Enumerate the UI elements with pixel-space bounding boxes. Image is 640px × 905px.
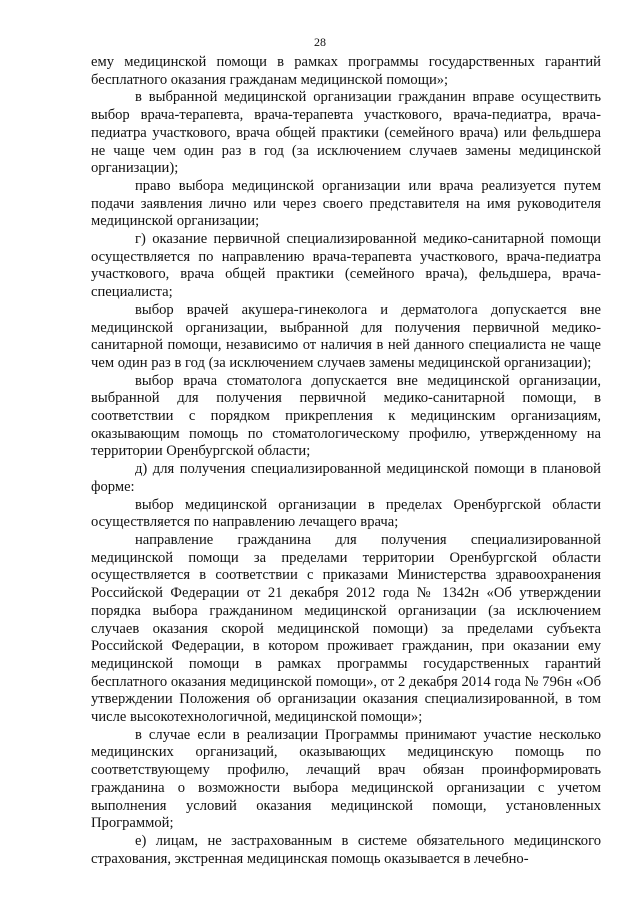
paragraph: в выбранной медицинской организации гражданин вправе осуществить выбор врача-терапевта, врача-терапевта участкового, врача-педиатра, врача-педиатра участкового, врача общей практики (семейного врача) или фельдшера не чаще чем один раз в год (за исключением случаев замены медицинской организации); bbox=[91, 89, 601, 177]
paragraph: г) оказание первичной специализированной медико-санитарной помощи осуществляется по направлению врача-терапевта участкового, врача-педиатра участкового, врача общей практики (семейного врача), фельдшера, врача-специалиста; bbox=[91, 231, 601, 301]
paragraph: направление гражданина для получения специализированной медицинской помощи за пределами территории Оренбургской области осуществляется в соответствии с приказами Министерства здравоохранения Российской Федерации от 21 декабря 2012 года № 1342н «Об утверждении порядка выбора гражданином медицинской организации (за исключением случаев оказания скорой медицинской помощи) за пределами субъекта Российской Федерации, в котором проживает гражданин, при оказании ему медицинской помощи в рамках программы государственных гарантий бесплатного оказания медицинской помощи», от 2 декабря 2014 года № 796н «Об утверждении Положения об организации оказания специализированной, в том числе высокотехнологичной, медицинской помощи»; bbox=[91, 531, 601, 726]
paragraph: д) для получения специализированной медицинской помощи в плановой форме: bbox=[91, 461, 601, 495]
paragraph: выбор врачей акушера-гинеколога и дерматолога допускается вне медицинской организации, выбранной для получения первичной медико-санитарной помощи, независимо от наличия в ней данного специалиста не чаще чем один раз в год (за исключением случаев замены медицинской организации); bbox=[91, 301, 601, 371]
paragraph: право выбора медицинской организации или врача реализуется путем подачи заявления лично или через своего представителя на имя руководителя медицинской организации; bbox=[91, 177, 601, 230]
page-number: 28 bbox=[314, 35, 326, 49]
paragraph: выбор врача стоматолога допускается вне медицинской организации, выбранной для получения первичной медико-санитарной помощи, в соответствии с порядком прикрепления к медицинским организациям, оказывающим помощь по стоматологическому профилю, утвержденному на территории Оренбургской области; bbox=[91, 372, 601, 460]
paragraph: ему медицинской помощи в рамках программы государственных гарантий бесплатного оказания гражданам медицинской помощи»; bbox=[91, 54, 601, 88]
paragraph: выбор медицинской организации в пределах Оренбургской области осуществляется по направлению лечащего врача; bbox=[91, 496, 601, 531]
document-body bbox=[91, 54, 601, 868]
paragraph: в случае если в реализации Программы принимают участие несколько медицинских организаций, оказывающих медицинскую помощь по соответствующему профилю, лечащий врач обязан проинформировать гражданина о возможности выбора медицинской организации с учетом выполнения условий оказания медицинской помощи, установленных Программой; bbox=[91, 726, 601, 832]
paragraph: е) лицам, не застрахованным в системе обязательного медицинского страхования, экстренная медицинская помощь оказывается в лечебно- bbox=[91, 832, 601, 867]
